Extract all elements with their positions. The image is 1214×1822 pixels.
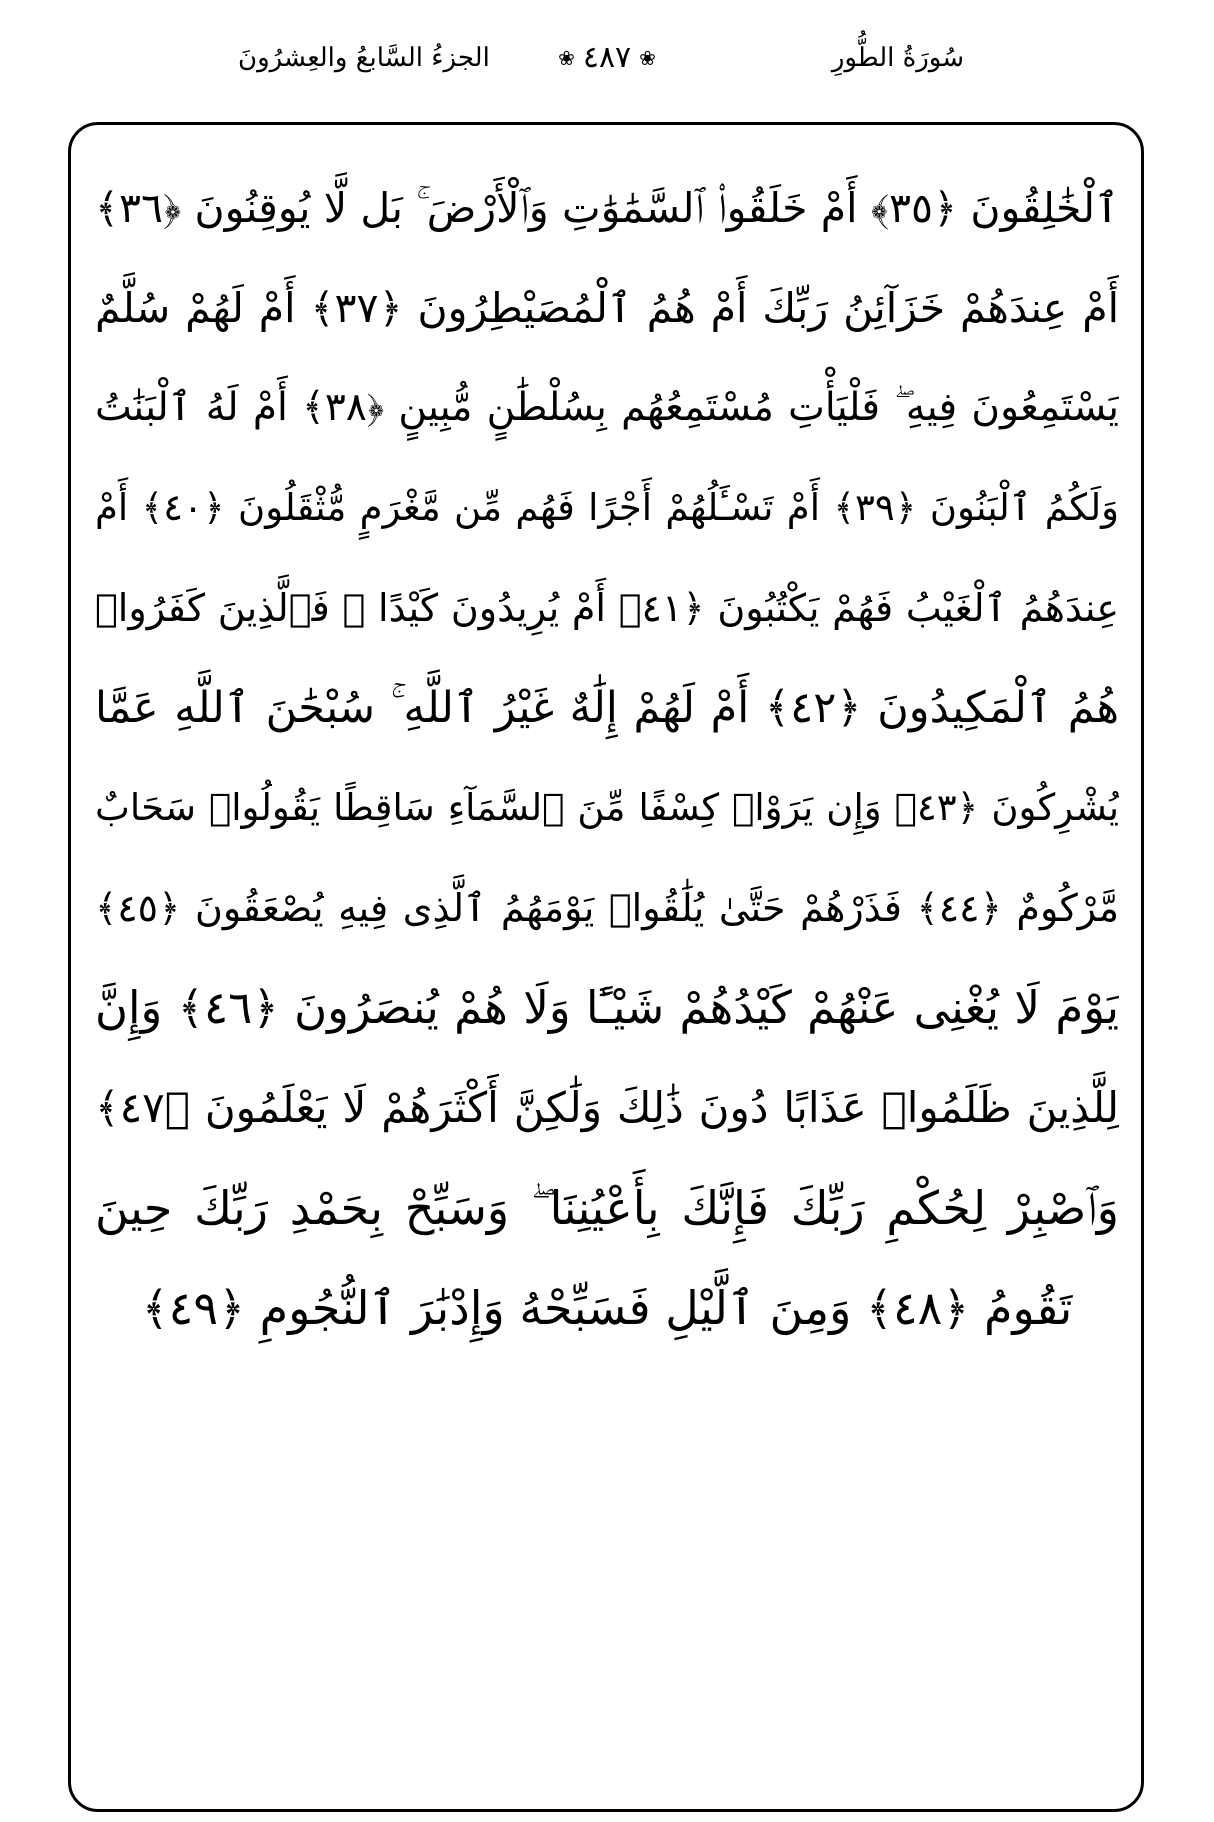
text-line-3: يَسْتَمِعُونَ فِيهِ ۖ فَلْيَأْتِ مُسْتَمِعُهُم بِسُلْطَٰنٍ مُّبِينٍ ﴿٣٨﴾ أَمْ لَهُ ٱلْبَنَٰتُ <box>95 385 1119 430</box>
page-number-group <box>558 38 656 78</box>
text-line-2: أَمْ عِندَهُمْ خَزَآئِنُ رَبِّكَ أَمْ هُمُ ٱلْمُصَيْطِرُونَ ﴿٣٧﴾ أَمْ لَهُمْ سُلَّمٌ <box>95 284 1119 332</box>
text-line-8: مَّرْكُومٌ ﴿٤٤﴾ فَذَرْهُمْ حَتَّىٰ يُلَٰقُوا۟ يَوْمَهُمُ ٱلَّذِى فِيهِ يُصْعَقُونَ ﴿٤٥﴾ <box>95 886 1119 930</box>
text-line-9: يَوْمَ لَا يُغْنِى عَنْهُمْ كَيْدُهُمْ شَيْـًٔا وَلَا هُمْ يُنصَرُونَ ﴿٤٦﴾ وَإِنَّ <box>95 981 1119 1034</box>
text-line-7: يُشْرِكُونَ ﴿٤٣﴾ وَإِن يَرَوْا۟ كِسْفًا مِّنَ ٱلسَّمَآءِ سَاقِطًا يَقُولُوا۟ سَحَابٌ <box>95 786 1119 829</box>
juz-name: الجزءُ السَّابعُ والعِشرُونَ <box>238 43 490 73</box>
text-line-5: عِندَهُمُ ٱلْغَيْبُ فَهُمْ يَكْتُبُونَ ﴿٤١﴾ أَمْ يُرِيدُونَ كَيْدًا ۖ فَٱلَّذِينَ كَفَرُوا۟ <box>95 586 1119 630</box>
text-line-6: هُمُ ٱلْمَكِيدُونَ ﴿٤٢﴾ أَمْ لَهُمْ إِلَٰهٌ غَيْرُ ٱللَّهِ ۚ سُبْحَٰنَ ٱللَّهِ عَمَّا <box>95 683 1119 733</box>
quran-text <box>95 158 1119 1358</box>
text-line-1: ٱلْخَٰلِقُونَ ﴿٣٥﴾ أَمْ خَلَقُوا۟ ٱلسَّمَٰوَٰتِ وَٱلْأَرْضَ ۚ بَل لَّا يُوقِنُونَ ﴿٣٦﴾ <box>95 184 1119 232</box>
surah-name: سُورَةُ الطُّورِ <box>831 43 964 73</box>
page-number: ٤٨٧ <box>582 40 632 75</box>
left-ornament-icon: ❀ <box>558 46 575 70</box>
text-line-12: تَقُومُ ﴿٤٨﴾ وَمِنَ ٱلَّيْلِ فَسَبِّحْهُ وَإِدْبَٰرَ ٱلنُّجُومِ ﴿٤٩﴾ <box>141 1281 1073 1335</box>
text-line-11: وَٱصْبِرْ لِحُكْمِ رَبِّكَ فَإِنَّكَ بِأَعْيُنِنَا ۖ وَسَبِّحْ بِحَمْدِ رَبِّكَ حِينَ <box>95 1181 1119 1235</box>
page-header <box>0 30 1214 90</box>
text-line-4: وَلَكُمُ ٱلْبَنُونَ ﴿٣٩﴾ أَمْ تَسْـَٔلُهُمْ أَجْرًا فَهُم مِّن مَّغْرَمٍ مُّثْقَلُونَ ﴿٤٠﴾ أَمْ <box>95 486 1119 529</box>
right-ornament-icon: ❀ <box>639 46 656 70</box>
text-line-10: لِلَّذِينَ ظَلَمُوا۟ عَذَابًا دُونَ ذَٰلِكَ وَلَٰكِنَّ أَكْثَرَهُمْ لَا يَعْلَمُونَ ﴿٤٧﴾ <box>95 1083 1119 1132</box>
